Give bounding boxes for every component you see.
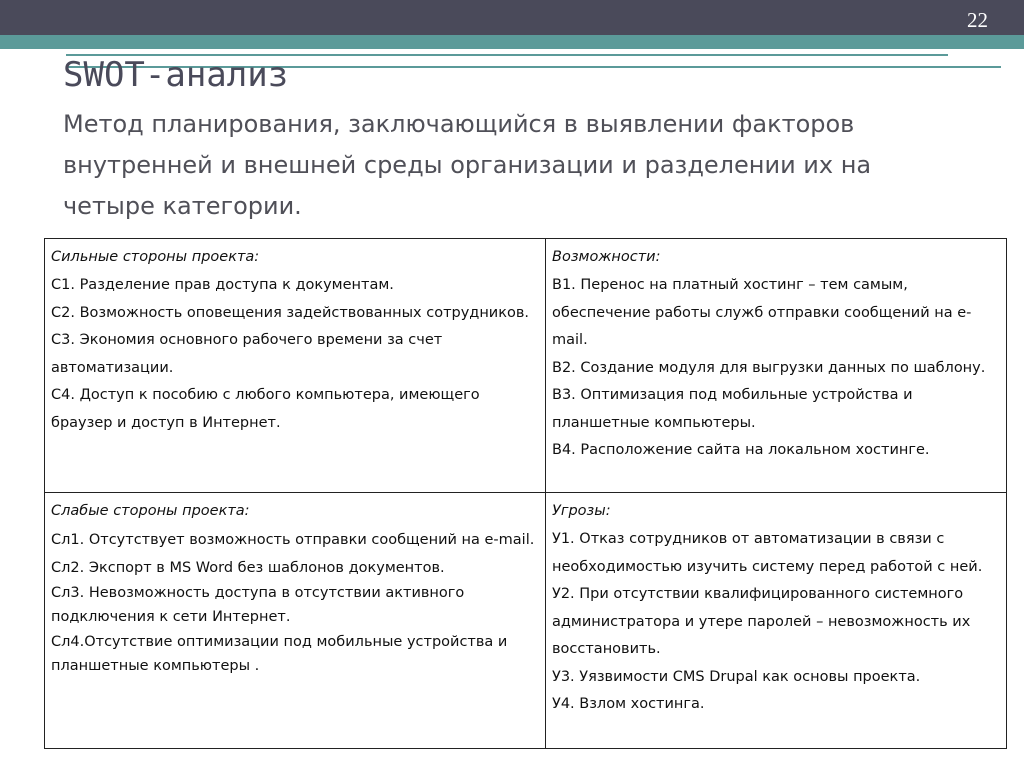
opportunity-item: В3. Оптимизация под мобильные устройства и планшетные компьютеры. [552,387,913,431]
weakness-item: Сл4.Отсутствие оптимизации под мобильные устройства и планшетные компьютеры . [51,634,508,674]
weakness-item: Сл2. Экспорт в MS Word без шаблонов документов. [51,560,445,576]
weakness-item: Сл3. Невозможность доступа в отсутствии активного подключения к сети Интернет. [51,585,465,625]
slide-title: SWOT-анализ [63,55,289,95]
threats-heading: Угрозы: [552,503,611,519]
strengths-heading: Сильные стороны проекта: [51,249,260,265]
threat-item: У4. Взлом хостинга. [552,696,705,712]
slide-number: 22 [967,8,988,32]
slide-subtitle: Метод планирования, заключающийся в выявлении факторов внутренней и внешней среды организации и разделении их на четыре категории. [63,110,872,220]
opportunity-item: В1. Перенос на платный хостинг – тем самым, обеспечение работы служб отправки сообщений на e-mail. [552,277,972,348]
opportunity-item: В4. Расположение сайта на локальном хостинге. [552,442,930,458]
threat-item: У2. При отсутствии квалифицированного системного администратора и утере паролей – невозможность их восстановить. [552,586,971,657]
top-bar [0,0,1024,35]
strength-item: С3. Экономия основного рабочего времени за счет автоматизации. [51,332,443,376]
swot-row-bottom [45,493,1007,749]
weaknesses-cell [45,493,546,749]
threat-item: У3. Уязвимости CMS Drupal как основы проекта. [552,668,921,685]
strength-item: С2. Возможность оповещения задействованных сотрудников. [51,304,530,321]
threats-cell [546,493,1007,749]
strengths-cell [45,239,546,493]
strength-item: С4. Доступ к пособию с любого компьютера, имеющего браузер и доступ в Интернет. [51,387,480,431]
weakness-item: Сл1. Отсутствует возможность отправки сообщений на e-mail. [51,532,535,548]
strength-item: С1. Разделение прав доступа к документам. [51,277,394,293]
opportunities-heading: Возможности: [552,249,661,265]
weaknesses-heading: Слабые стороны проекта: [51,503,250,519]
threat-item: У1. Отказ сотрудников от автоматизации в связи с необходимостью изучить систему перед работой с ней. [552,531,983,575]
swot-table [44,238,1007,749]
swot-row-top [45,239,1007,493]
opportunities-cell [546,239,1007,493]
accent-stripe [0,35,1024,49]
opportunity-item: В2. Создание модуля для выгрузки данных по шаблону. [552,359,986,376]
